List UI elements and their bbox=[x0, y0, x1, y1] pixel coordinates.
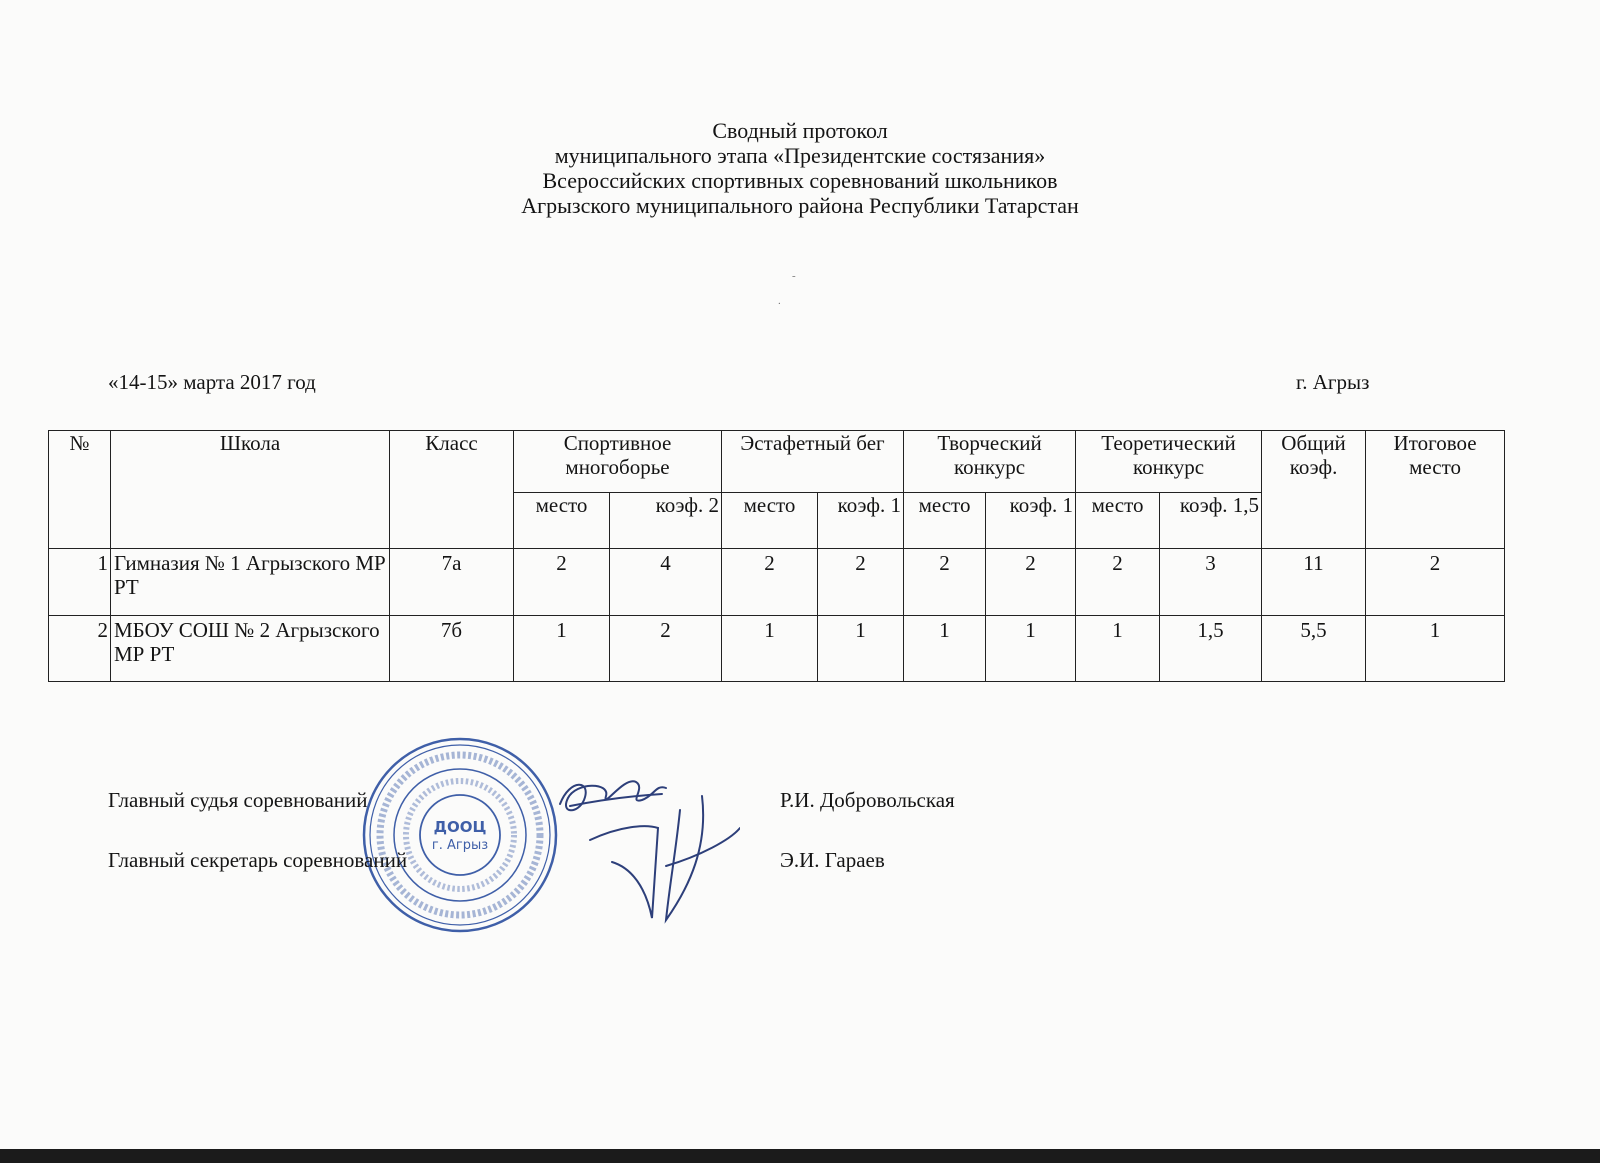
table-header-row bbox=[49, 431, 1505, 493]
col-total-header: Общий коэф. bbox=[1262, 431, 1366, 549]
scan-speck: - bbox=[792, 270, 796, 282]
row-creative-place: 1 bbox=[904, 615, 986, 682]
stamp-center-line-2: г. Агрыз bbox=[431, 838, 489, 853]
theory-place-header: место bbox=[1076, 493, 1160, 549]
row-relay-place: 1 bbox=[722, 615, 818, 682]
title-line-1: Сводный протокол bbox=[712, 118, 888, 143]
row-sport-place: 1 bbox=[514, 615, 610, 682]
results-table bbox=[48, 430, 1505, 682]
col-school-header: Школа bbox=[111, 431, 390, 549]
title-line-2: муниципального этапа «Президентские состязания» bbox=[554, 143, 1046, 168]
table-row bbox=[49, 615, 1505, 682]
col-num-header: № bbox=[49, 431, 111, 549]
secretary-name: Э.И. Гараев bbox=[780, 848, 885, 872]
row-school: Гимназия № 1 Агрызского МР РТ bbox=[111, 549, 390, 616]
handwritten-signatures bbox=[540, 770, 740, 930]
event-city: г. Агрыз bbox=[1296, 370, 1370, 394]
row-theory-k: 3 bbox=[1160, 549, 1262, 616]
sport-place-header: место bbox=[514, 493, 610, 549]
scan-speck: ∙ bbox=[778, 298, 781, 310]
theory-k-header: коэф. 1,5 bbox=[1160, 493, 1262, 549]
row-theory-k: 1,5 bbox=[1160, 615, 1262, 682]
col-theory-header: Теоретический конкурс bbox=[1076, 431, 1262, 493]
judge-name: Р.И. Добровольская bbox=[780, 788, 955, 812]
row-final: 1 bbox=[1366, 615, 1505, 682]
row-relay-k: 2 bbox=[818, 549, 904, 616]
row-sport-place: 2 bbox=[514, 549, 610, 616]
title-line-4: Агрызского муниципального района Республики Татарстан bbox=[521, 193, 1079, 218]
row-num: 2 bbox=[49, 615, 111, 682]
row-school: МБОУ СОШ № 2 Агрызского МР РТ bbox=[111, 615, 390, 682]
relay-k-header: коэф. 1 bbox=[818, 493, 904, 549]
event-date: «14-15» марта 2017 год bbox=[108, 370, 316, 394]
row-relay-place: 2 bbox=[722, 549, 818, 616]
document-title bbox=[0, 118, 1600, 218]
judge-label: Главный судья соревнований bbox=[108, 788, 368, 812]
creative-place-header: место bbox=[904, 493, 986, 549]
stamp-center-line-1: ДООЦ bbox=[433, 818, 487, 836]
row-num: 1 bbox=[49, 549, 111, 616]
relay-place-header: место bbox=[722, 493, 818, 549]
row-relay-k: 1 bbox=[818, 615, 904, 682]
row-theory-place: 1 bbox=[1076, 615, 1160, 682]
row-total: 11 bbox=[1262, 549, 1366, 616]
col-final-header: Итоговое место bbox=[1366, 431, 1505, 549]
secretary-label: Главный секретарь соревнований bbox=[108, 848, 408, 872]
official-stamp bbox=[360, 735, 560, 935]
col-creative-header: Творческий конкурс bbox=[904, 431, 1076, 493]
col-relay-header: Эстафетный бег bbox=[722, 431, 904, 493]
row-sport-k: 2 bbox=[610, 615, 722, 682]
row-sport-k: 4 bbox=[610, 549, 722, 616]
row-theory-place: 2 bbox=[1076, 549, 1160, 616]
sport-k-header: коэф. 2 bbox=[610, 493, 722, 549]
row-total: 5,5 bbox=[1262, 615, 1366, 682]
scan-bottom-edge bbox=[0, 1149, 1600, 1163]
table-row bbox=[49, 549, 1505, 616]
row-creative-place: 2 bbox=[904, 549, 986, 616]
row-final: 2 bbox=[1366, 549, 1505, 616]
row-class: 7а bbox=[390, 549, 514, 616]
creative-k-header: коэф. 1 bbox=[986, 493, 1076, 549]
row-creative-k: 2 bbox=[986, 549, 1076, 616]
row-creative-k: 1 bbox=[986, 615, 1076, 682]
col-sport-header: Спортивное многоборье bbox=[514, 431, 722, 493]
row-class: 7б bbox=[390, 615, 514, 682]
col-class-header: Класс bbox=[390, 431, 514, 549]
title-line-3: Всероссийских спортивных соревнований школьников bbox=[542, 168, 1058, 193]
